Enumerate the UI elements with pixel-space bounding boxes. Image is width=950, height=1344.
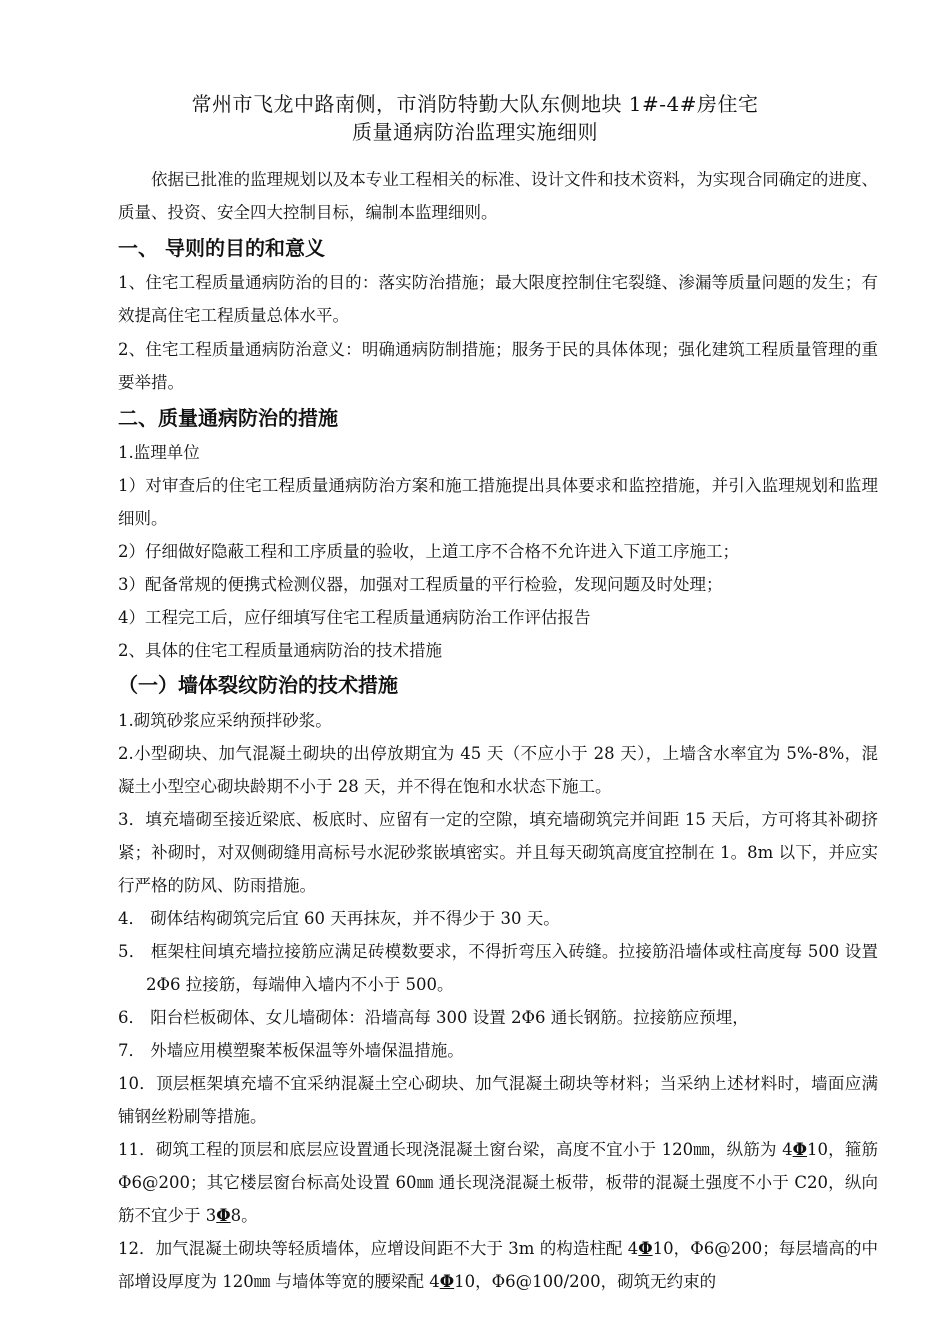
doc-title-line2: 质量通病防治监理实施细则 <box>352 120 598 144</box>
wall-item-12-text-b: 10，Φ6@200；每层墙高的中部增设厚度为 120㎜ 与墙体等宽的腰梁配 4 <box>118 1239 879 1291</box>
wall-item-11 <box>118 1133 878 1232</box>
wall-item-1: 1.砌筑砂浆应采纳预拌砂浆。 <box>118 711 332 730</box>
wall-item-10: 10．顶层框架填充墙不宜采纳混凝土空心砌块、加气混凝土砌块等材料；当采纳上述材料时，墙面应满铺钢丝粉刷等措施。 <box>118 1074 878 1126</box>
subsection1-heading: （一）墙体裂纹防治的技术措施 <box>118 673 398 697</box>
wall-item-4: 4． 砌体结构砌筑完后宜 60 天再抹灰，并不得少于 30 天。 <box>118 909 560 928</box>
section2-item1: 1）对审查后的住宅工程质量通病防治方案和施工措施提出具体要求和监控措施，并引入监理规划和监理细则。 <box>118 476 878 528</box>
section2-item2: 2）仔细做好隐蔽工程和工序质量的验收，上道工序不合格不允许进入下道工序施工； <box>118 542 739 561</box>
section2-heading: 二、质量通病防治的措施 <box>118 406 338 430</box>
rebar-phi-symbol: Φ <box>216 1206 231 1225</box>
wall-item-2: 2.小型砌块、加气混凝土砌块的出停放期宜为 45 天（不应小于 28 天），上墙含水率宜为 5%-8%，混凝土小型空心砌块龄期不小于 28 天，并不得在饱和水状态下施工。 <box>118 744 878 796</box>
section1-heading: 一、 导则的目的和意义 <box>118 236 325 260</box>
doc-title-line1: 常州市飞龙中路南侧，市消防特勤大队东侧地块 1#-4#房住宅 <box>191 92 759 116</box>
wall-item-12 <box>118 1232 878 1298</box>
rebar-phi-symbol: Φ <box>792 1140 807 1159</box>
section2-sub1: 1.监理单位 <box>118 443 200 462</box>
wall-item-11-text-a: 11．砌筑工程的顶层和底层应设置通长现浇混凝土窗台梁，高度不宜小于 120㎜，纵筋为 4 <box>118 1140 793 1159</box>
wall-item-11-text-c: 8。 <box>230 1206 258 1225</box>
wall-item-6: 6． 阳台栏板砌体、女儿墙砌体：沿墙高每 300 设置 2Φ6 通长钢筋。拉接筋应预埋， <box>118 1008 749 1027</box>
rebar-phi-symbol: Φ <box>638 1239 653 1258</box>
section1-item2: 2、住宅工程质量通病防治意义：明确通病防制措施；服务于民的具体体现；强化建筑工程质量管理的重要举措。 <box>118 340 878 392</box>
wall-item-3: 3．填充墙砌至接近梁底、板底时、应留有一定的空隙，填充墙砌筑完并间距 15 天后，方可将其补砌挤紧；补砌时，对双侧砌缝用高标号水泥砂浆嵌填密实。并且每天砌筑高度宜控制在 1。8m 以下，并应实行严格的防风、防雨措施。 <box>118 810 878 895</box>
wall-item-12-text-c: 10，Φ6@100/200，砌筑无约束的 <box>454 1272 717 1291</box>
section2-sub2: 2、具体的住宅工程质量通病防治的技术措施 <box>118 641 442 660</box>
wall-item-7: 7． 外墙应用模塑聚苯板保温等外墙保温措施。 <box>118 1041 464 1060</box>
section1-item1: 1、住宅工程质量通病防治的目的：落实防治措施；最大限度控制住宅裂缝、渗漏等质量问题的发生；有效提高住宅工程质量总体水平。 <box>118 273 878 325</box>
section2-item3: 3）配备常规的便携式检测仪器，加强对工程质量的平行检验，发现问题及时处理； <box>118 575 723 594</box>
intro-paragraph: 依据已批准的监理规划以及本专业工程相关的标准、设计文件和技术资料，为实现合同确定的进度、质量、投资、安全四大控制目标，编制本监理细则。 <box>118 170 878 222</box>
rebar-phi-symbol: Φ <box>439 1272 455 1291</box>
wall-item-11-text-b: 10，箍筋 Φ6@200；其它楼层窗台标高处设置 60㎜ 通长现浇混凝土板带，板带的混凝土强度不小于 C20，纵向筋不宜少于 3 <box>118 1140 878 1225</box>
wall-item-12-text-a: 12．加气混凝土砌块等轻质墙体，应增设间距不大于 3m 的构造柱配 4 <box>118 1239 639 1258</box>
section2-item4: 4）工程完工后，应仔细填写住宅工程质量通病防治工作评估报告 <box>118 608 591 627</box>
wall-item-5: 5． 框架柱间填充墙拉接筋应满足砖模数要求，不得折弯压入砖缝。拉接筋沿墙体或柱高度每 500 设置 2Φ6 拉接筋，每端伸入墙内不小于 500。 <box>118 942 878 994</box>
